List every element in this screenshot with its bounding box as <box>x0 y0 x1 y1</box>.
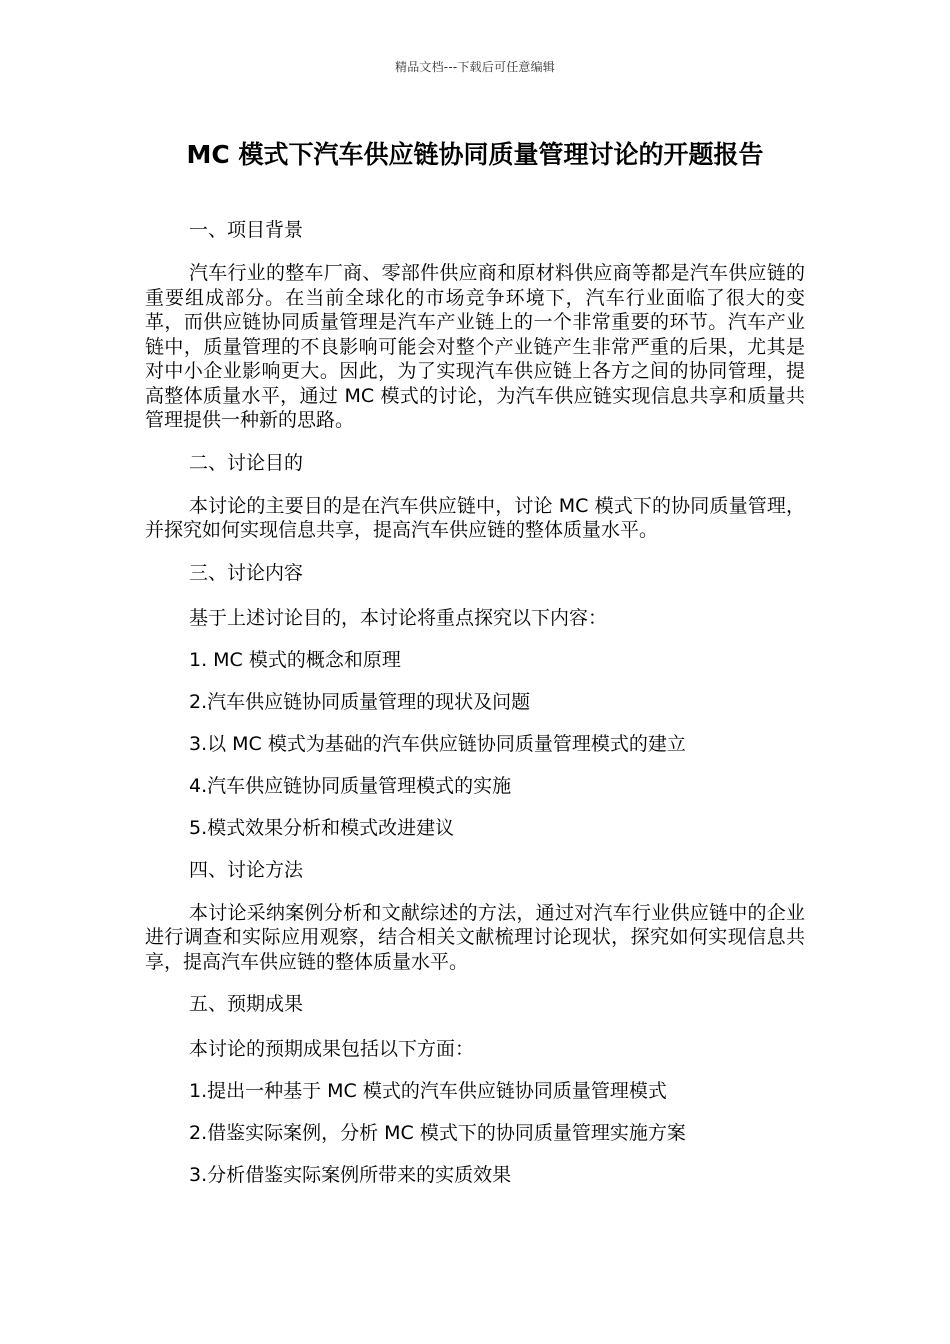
list-item: 3.分析借鉴实际案例所带来的实质效果 <box>189 1164 512 1186</box>
paragraph-background: 汽车行业的整车厂商、零部件供应商和原材料供应商等都是汽车供应链的重要组成部分。在当前全球化的市场竞争环境下，汽车行业面临了很大的变革，而供应链协同质量管理是汽车产业链上的一个非常重要的环节。汽车产业链中，质量管理的不良影响可能会对整个产业链产生非常严重的后果，尤其是对中小企业影响更大。因此，为了实现汽车供应链上各方之间的协同管理，提高整体质量水平，通过 MC 模式的讨论，为汽车供应链实现信息共享和质量共管理提供一种新的思路。 <box>145 262 805 431</box>
paragraph-purpose: 本讨论的主要目的是在汽车供应链中，讨论 MC 模式下的协同质量管理，并探究如何实现信息共享，提高汽车供应链的整体质量水平。 <box>145 494 805 541</box>
list-item: 1. MC 模式的概念和原理 <box>189 648 401 671</box>
content-intro: 基于上述讨论目的，本讨论将重点探究以下内容： <box>189 606 608 629</box>
header-note: 精品文档---下载后可任意编辑 <box>395 60 555 74</box>
list-item: 4.汽车供应链协同质量管理模式的实施 <box>189 774 512 797</box>
list-item: 1.提出一种基于 MC 模式的汽车供应链协同质量管理模式 <box>189 1080 667 1102</box>
paragraph-method: 本讨论采纳案例分析和文献综述的方法，通过对汽车行业供应链中的企业进行调查和实际应用观察，结合相关文献梳理讨论现状，探究如何实现信息共享，提高汽车供应链的整体质量水平。 <box>145 901 805 973</box>
document-body <box>145 216 805 1203</box>
list-item: 5.模式效果分析和模式改进建议 <box>189 816 455 839</box>
list-item: 2.借鉴实际案例，分析 MC 模式下的协同质量管理实施方案 <box>189 1122 686 1144</box>
outcomes-intro: 本讨论的预期成果包括以下方面： <box>189 1038 475 1060</box>
list-item: 2.汽车供应链协同质量管理的现状及问题 <box>189 690 531 713</box>
list-item: 3.以 MC 模式为基础的汽车供应链协同质量管理模式的建立 <box>189 732 686 755</box>
document-title: MC 模式下汽车供应链协同质量管理讨论的开题报告 <box>186 140 764 169</box>
section-heading-content: 三、讨论内容 <box>189 561 304 584</box>
section-heading-method: 四、讨论方法 <box>189 858 304 881</box>
section-heading-outcomes: 五、预期成果 <box>189 993 304 1015</box>
section-heading-purpose: 二、讨论目的 <box>189 451 304 474</box>
section-heading-background: 一、项目背景 <box>189 219 304 241</box>
